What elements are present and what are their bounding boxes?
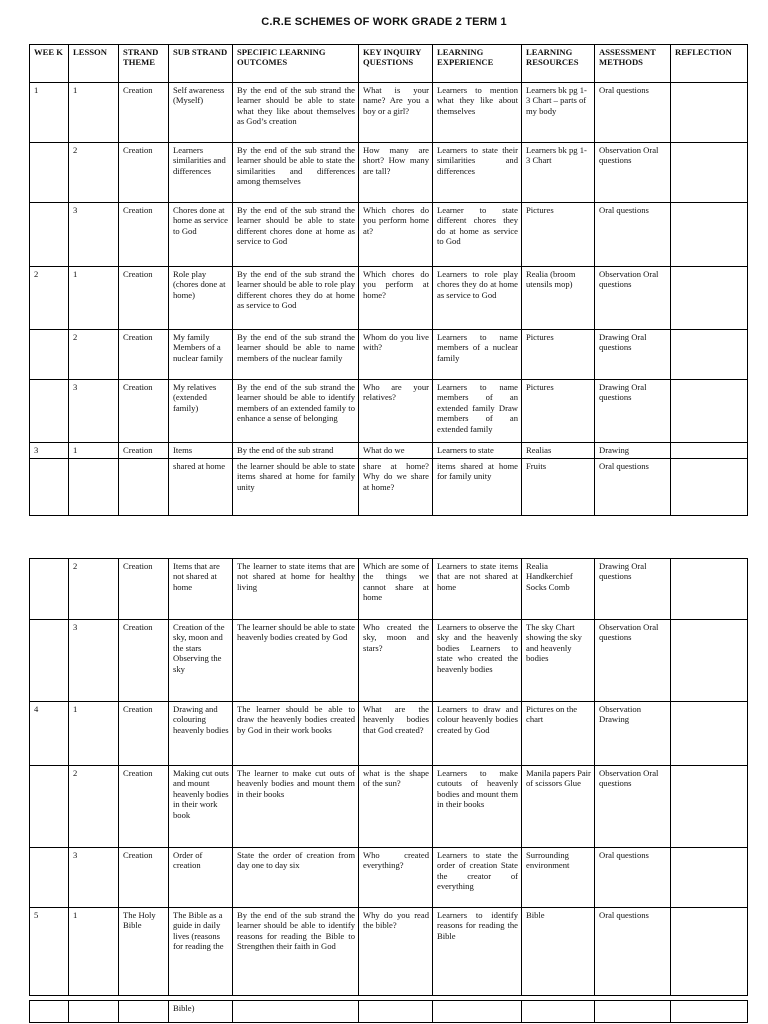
question-cell: Who are your relatives? bbox=[359, 380, 433, 443]
lesson-cell: 3 bbox=[69, 848, 119, 908]
table-row bbox=[30, 702, 748, 766]
header-lesson: LESSON bbox=[69, 45, 119, 83]
assessment-cell: Drawing bbox=[595, 443, 671, 459]
reflection-cell bbox=[671, 559, 748, 620]
strand-cell: Creation bbox=[119, 330, 169, 380]
week-cell bbox=[30, 1001, 69, 1023]
lesson-cell: 1 bbox=[69, 702, 119, 766]
outcome-cell: The learner should be able to state heavenly bodies created by God bbox=[233, 620, 359, 702]
resources-cell: Pictures on the chart bbox=[522, 702, 595, 766]
table-row bbox=[30, 143, 748, 203]
header-inquiry-questions: KEY INQUIRY QUESTIONS bbox=[359, 45, 433, 83]
lesson-cell: 3 bbox=[69, 203, 119, 267]
table-row bbox=[30, 380, 748, 443]
reflection-cell bbox=[671, 443, 748, 459]
outcome-cell: By the end of the sub strand the learner should be able to role play different chores they do at home as service to God bbox=[233, 267, 359, 330]
outcome-cell bbox=[233, 1001, 359, 1023]
question-cell: Why do you read the bible? bbox=[359, 908, 433, 996]
assessment-cell: Observation Drawing bbox=[595, 702, 671, 766]
assessment-cell: Observation Oral questions bbox=[595, 620, 671, 702]
table-row bbox=[30, 267, 748, 330]
strand-cell: Creation bbox=[119, 848, 169, 908]
week-cell: 2 bbox=[30, 267, 69, 330]
sub-strand-cell: My relatives (extended family) bbox=[169, 380, 233, 443]
lesson-cell: 2 bbox=[69, 559, 119, 620]
strand-cell: Creation bbox=[119, 267, 169, 330]
sub-strand-cell: Self awareness (Myself) bbox=[169, 83, 233, 143]
week-cell bbox=[30, 766, 69, 848]
table-row bbox=[30, 848, 748, 908]
resources-cell: Pictures bbox=[522, 330, 595, 380]
schemes-table-page-2 bbox=[29, 558, 748, 996]
resources-cell: Pictures bbox=[522, 380, 595, 443]
strand-cell: Creation bbox=[119, 143, 169, 203]
header-learning-resources: LEARNING RESOURCES bbox=[522, 45, 595, 83]
question-cell: What do we bbox=[359, 443, 433, 459]
experience-cell: Learners to state bbox=[433, 443, 522, 459]
strand-cell: Creation bbox=[119, 380, 169, 443]
question-cell: How many are short? How many are tall? bbox=[359, 143, 433, 203]
table-row bbox=[30, 1001, 748, 1023]
reflection-cell bbox=[671, 848, 748, 908]
outcome-cell: The learner should be able to draw the heavenly bodies created by God in their work books bbox=[233, 702, 359, 766]
assessment-cell: Oral questions bbox=[595, 848, 671, 908]
table-header-row bbox=[30, 45, 748, 83]
experience-cell: Learners to observe the sky and the heavenly bodies Learners to state who created the heavenly bodies bbox=[433, 620, 522, 702]
reflection-cell bbox=[671, 203, 748, 267]
header-sub-strand: SUB STRAND bbox=[169, 45, 233, 83]
assessment-cell: Oral questions bbox=[595, 908, 671, 996]
reflection-cell bbox=[671, 380, 748, 443]
outcome-cell: By the end of the sub strand bbox=[233, 443, 359, 459]
experience-cell: Learners to identify reasons for reading the Bible bbox=[433, 908, 522, 996]
reflection-cell bbox=[671, 1001, 748, 1023]
question-cell bbox=[359, 1001, 433, 1023]
assessment-cell: Observation Oral questions bbox=[595, 143, 671, 203]
sub-strand-cell: Order of creation bbox=[169, 848, 233, 908]
sub-strand-cell: shared at home bbox=[169, 459, 233, 516]
table-row bbox=[30, 443, 748, 459]
resources-cell: Realia (broom utensils mop) bbox=[522, 267, 595, 330]
outcome-cell: The learner to state items that are not shared at home for healthy living bbox=[233, 559, 359, 620]
week-cell: 5 bbox=[30, 908, 69, 996]
experience-cell: Learners to state the order of creation State the creator of everything bbox=[433, 848, 522, 908]
table-row bbox=[30, 908, 748, 996]
header-assessment-methods: ASSESSMENT METHODS bbox=[595, 45, 671, 83]
assessment-cell bbox=[595, 1001, 671, 1023]
document-title: C.R.E SCHEMES OF WORK GRADE 2 TERM 1 bbox=[261, 16, 507, 28]
resources-cell: Fruits bbox=[522, 459, 595, 516]
reflection-cell bbox=[671, 702, 748, 766]
header-week: WEE K bbox=[30, 45, 69, 83]
outcome-cell: By the end of the sub strand the learner should be able to identify reasons for reading the Bible to Strengthen their faith in God bbox=[233, 908, 359, 996]
table-body-page-1 bbox=[30, 83, 748, 516]
resources-cell: Bible bbox=[522, 908, 595, 996]
assessment-cell: Drawing Oral questions bbox=[595, 559, 671, 620]
reflection-cell bbox=[671, 83, 748, 143]
sub-strand-cell: My family Members of a nuclear family bbox=[169, 330, 233, 380]
reflection-cell bbox=[671, 620, 748, 702]
schemes-table-page-3 bbox=[29, 1000, 748, 1023]
reflection-cell bbox=[671, 459, 748, 516]
strand-cell: Creation bbox=[119, 620, 169, 702]
experience-cell: items shared at home for family unity bbox=[433, 459, 522, 516]
table-row bbox=[30, 330, 748, 380]
sub-strand-cell: Chores done at home as service to God bbox=[169, 203, 233, 267]
table-body-page-2 bbox=[30, 559, 748, 996]
reflection-cell bbox=[671, 908, 748, 996]
question-cell: Whom do you live with? bbox=[359, 330, 433, 380]
lesson-cell: 2 bbox=[69, 143, 119, 203]
table-body-page-3 bbox=[30, 1001, 748, 1023]
strand-cell bbox=[119, 459, 169, 516]
header-learning-experience: LEARNING EXPERIENCE bbox=[433, 45, 522, 83]
reflection-cell bbox=[671, 766, 748, 848]
lesson-cell: 2 bbox=[69, 766, 119, 848]
resources-cell: The sky Chart showing the sky and heavenly bodies bbox=[522, 620, 595, 702]
outcome-cell: By the end of the sub strand the learner should be able to state what they like about themselves as God’s creation bbox=[233, 83, 359, 143]
assessment-cell: Observation Oral questions bbox=[595, 267, 671, 330]
week-cell bbox=[30, 380, 69, 443]
experience-cell: Learners to make cutouts of heavenly bodies and mount them in their books bbox=[433, 766, 522, 848]
table-row bbox=[30, 766, 748, 848]
lesson-cell: 1 bbox=[69, 267, 119, 330]
strand-cell: Creation bbox=[119, 559, 169, 620]
resources-cell: Surrounding environment bbox=[522, 848, 595, 908]
strand-cell: Creation bbox=[119, 766, 169, 848]
sub-strand-cell: The Bible as a guide in daily lives (reasons for reading the bbox=[169, 908, 233, 996]
assessment-cell: Oral questions bbox=[595, 83, 671, 143]
table-row bbox=[30, 620, 748, 702]
sub-strand-cell: Making cut outs and mount heavenly bodies in their work book bbox=[169, 766, 233, 848]
lesson-cell bbox=[69, 1001, 119, 1023]
question-cell: Which are some of the things we cannot share at home bbox=[359, 559, 433, 620]
reflection-cell bbox=[671, 330, 748, 380]
lesson-cell: 1 bbox=[69, 443, 119, 459]
question-cell: what is the shape of the sun? bbox=[359, 766, 433, 848]
outcome-cell: By the end of the sub strand the learner should be able to identify members of an extended family to enhance a sense of belonging bbox=[233, 380, 359, 443]
question-cell: Who created the sky, moon and stars? bbox=[359, 620, 433, 702]
reflection-cell bbox=[671, 267, 748, 330]
table-row bbox=[30, 559, 748, 620]
week-cell bbox=[30, 203, 69, 267]
resources-cell: Learners bk pg 1-3 Chart bbox=[522, 143, 595, 203]
outcome-cell: State the order of creation from day one to day six bbox=[233, 848, 359, 908]
outcome-cell: By the end of the sub strand the learner should be able to state different chores done at home as service to God bbox=[233, 203, 359, 267]
resources-cell: Pictures bbox=[522, 203, 595, 267]
week-cell bbox=[30, 143, 69, 203]
experience-cell: Learners to name members of a nuclear family bbox=[433, 330, 522, 380]
lesson-cell: 1 bbox=[69, 83, 119, 143]
header-strand-theme: STRAND THEME bbox=[119, 45, 169, 83]
sub-strand-cell: Items bbox=[169, 443, 233, 459]
experience-cell: Learners to name members of an extended family Draw members of an extended family bbox=[433, 380, 522, 443]
experience-cell: Learners to role play chores they do at home as service to God bbox=[433, 267, 522, 330]
resources-cell bbox=[522, 1001, 595, 1023]
strand-cell: The Holy Bible bbox=[119, 908, 169, 996]
assessment-cell: Drawing Oral questions bbox=[595, 380, 671, 443]
assessment-cell: Drawing Oral questions bbox=[595, 330, 671, 380]
week-cell bbox=[30, 330, 69, 380]
table-row bbox=[30, 83, 748, 143]
question-cell: Who created everything? bbox=[359, 848, 433, 908]
week-cell bbox=[30, 459, 69, 516]
week-cell: 1 bbox=[30, 83, 69, 143]
question-cell: share at home? Why do we share at home? bbox=[359, 459, 433, 516]
strand-cell: Creation bbox=[119, 443, 169, 459]
experience-cell: Learners to state their similarities and differences bbox=[433, 143, 522, 203]
week-cell bbox=[30, 620, 69, 702]
experience-cell: Learners to state items that are not shared at home bbox=[433, 559, 522, 620]
question-cell: Which chores do you perform home at? bbox=[359, 203, 433, 267]
sub-strand-cell: Bible) bbox=[169, 1001, 233, 1023]
lesson-cell: 2 bbox=[69, 330, 119, 380]
resources-cell: Manila papers Pair of scissors Glue bbox=[522, 766, 595, 848]
experience-cell: Learners to mention what they like about themselves bbox=[433, 83, 522, 143]
assessment-cell: Observation Oral questions bbox=[595, 766, 671, 848]
outcome-cell: By the end of the sub strand the learner should be able to name members of the nuclear family bbox=[233, 330, 359, 380]
experience-cell bbox=[433, 1001, 522, 1023]
sub-strand-cell: Items that are not shared at home bbox=[169, 559, 233, 620]
table-row bbox=[30, 203, 748, 267]
resources-cell: Realias bbox=[522, 443, 595, 459]
sub-strand-cell: Learners similarities and differences bbox=[169, 143, 233, 203]
strand-cell: Creation bbox=[119, 203, 169, 267]
lesson-cell: 1 bbox=[69, 908, 119, 996]
table-row bbox=[30, 459, 748, 516]
schemes-table-page-1 bbox=[29, 44, 748, 516]
strand-cell bbox=[119, 1001, 169, 1023]
lesson-cell: 3 bbox=[69, 620, 119, 702]
week-cell: 4 bbox=[30, 702, 69, 766]
question-cell: Which chores do you perform at home? bbox=[359, 267, 433, 330]
outcome-cell: the learner should be able to state items shared at home for family unity bbox=[233, 459, 359, 516]
question-cell: What is your name? Are you a boy or a girl? bbox=[359, 83, 433, 143]
sub-strand-cell: Role play (chores done at home) bbox=[169, 267, 233, 330]
week-cell: 3 bbox=[30, 443, 69, 459]
resources-cell: Learners bk pg 1-3 Chart – parts of my body bbox=[522, 83, 595, 143]
week-cell bbox=[30, 559, 69, 620]
lesson-cell: 3 bbox=[69, 380, 119, 443]
experience-cell: Learners to draw and colour heavenly bodies created by God bbox=[433, 702, 522, 766]
experience-cell: Learner to state different chores they do at home as service to God bbox=[433, 203, 522, 267]
assessment-cell: Oral questions bbox=[595, 203, 671, 267]
resources-cell: Realia Handkerchief Socks Comb bbox=[522, 559, 595, 620]
assessment-cell: Oral questions bbox=[595, 459, 671, 516]
sub-strand-cell: Creation of the sky, moon and the stars Observing the sky bbox=[169, 620, 233, 702]
header-reflection: REFLECTION bbox=[671, 45, 748, 83]
lesson-cell bbox=[69, 459, 119, 516]
strand-cell: Creation bbox=[119, 83, 169, 143]
sub-strand-cell: Drawing and colouring heavenly bodies bbox=[169, 702, 233, 766]
week-cell bbox=[30, 848, 69, 908]
header-learning-outcomes: SPECIFIC LEARNING OUTCOMES bbox=[233, 45, 359, 83]
outcome-cell: The learner to make cut outs of heavenly bodies and mount them in their books bbox=[233, 766, 359, 848]
reflection-cell bbox=[671, 143, 748, 203]
strand-cell: Creation bbox=[119, 702, 169, 766]
outcome-cell: By the end of the sub strand the learner should be able to state the similarities and differences among themselves bbox=[233, 143, 359, 203]
question-cell: What are the heavenly bodies that God created? bbox=[359, 702, 433, 766]
